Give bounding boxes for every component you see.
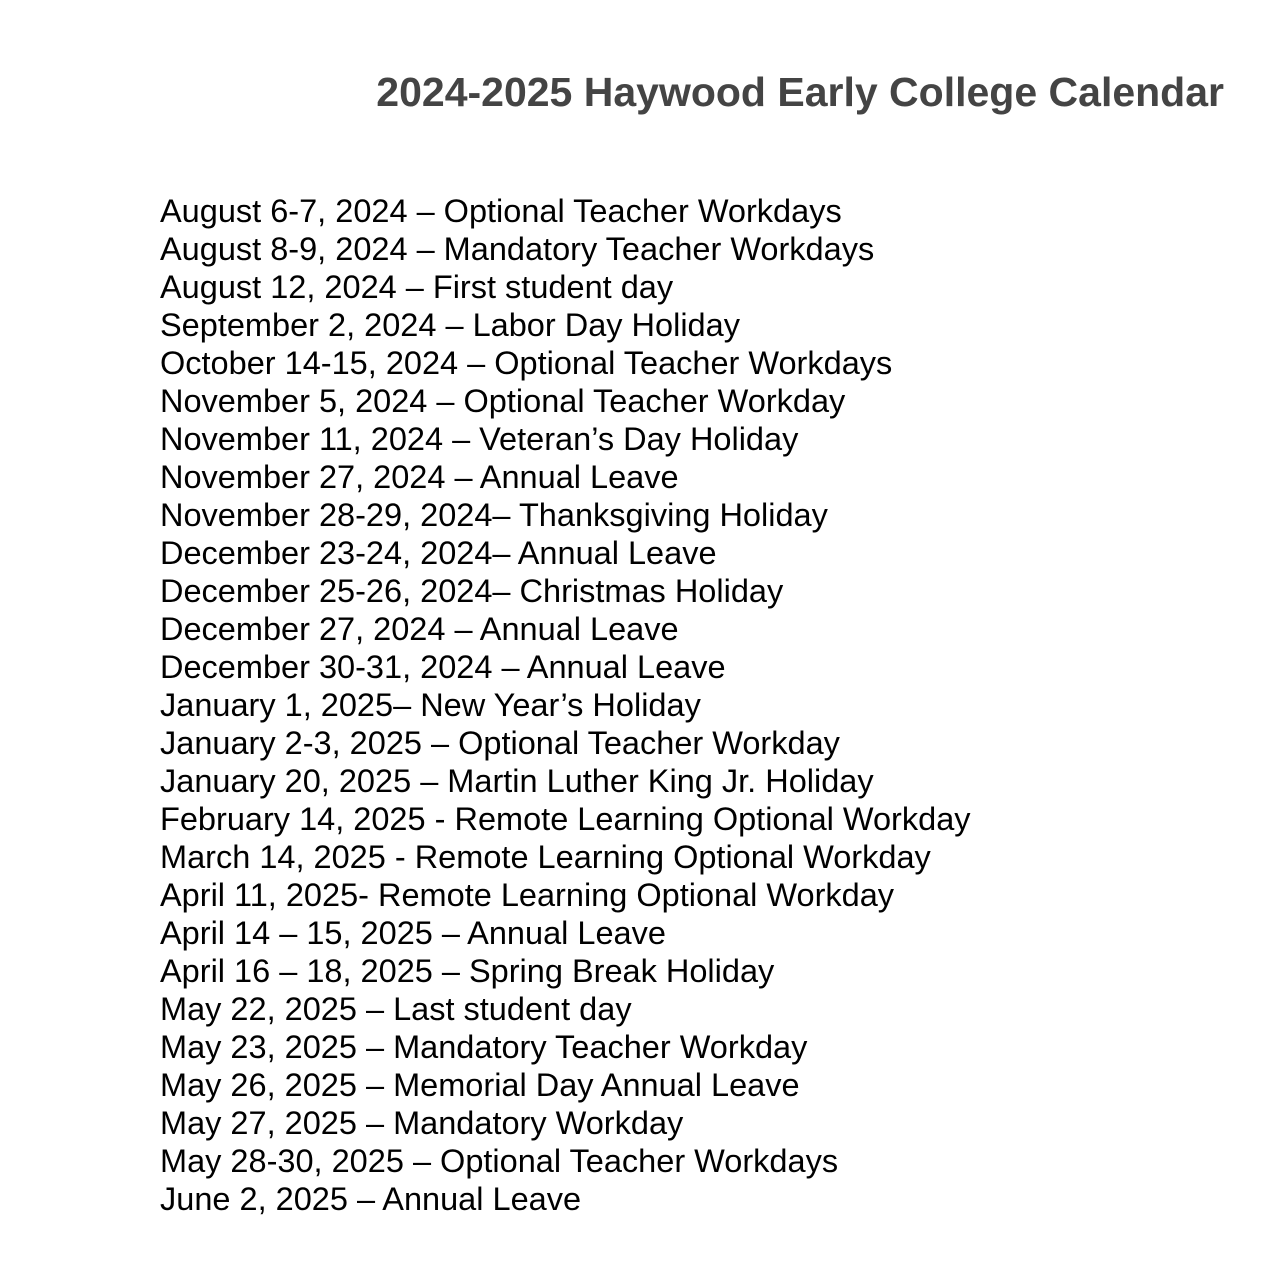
calendar-entry: January 20, 2025 – Martin Luther King Jr. Holiday — [160, 763, 874, 799]
calendar-entry: November 11, 2024 – Veteran’s Day Holiday — [160, 421, 799, 457]
calendar-entry: April 16 – 18, 2025 – Spring Break Holiday — [160, 953, 775, 989]
calendar-entry: April 11, 2025- Remote Learning Optional Workday — [160, 877, 895, 913]
calendar-entry: February 14, 2025 - Remote Learning Optional Workday — [160, 801, 971, 837]
calendar-entry: August 8-9, 2024 – Mandatory Teacher Workdays — [160, 231, 875, 267]
calendar-entry: January 1, 2025– New Year’s Holiday — [160, 687, 701, 723]
calendar-entry: May 27, 2025 – Mandatory Workday — [160, 1105, 684, 1141]
calendar-entry: October 14-15, 2024 – Optional Teacher Workdays — [160, 345, 893, 381]
calendar-entry: March 14, 2025 - Remote Learning Optional Workday — [160, 839, 931, 875]
calendar-entry: August 12, 2024 – First student day — [160, 269, 674, 305]
calendar-entry: September 2, 2024 – Labor Day Holiday — [160, 307, 740, 343]
calendar-entry: November 28-29, 2024– Thanksgiving Holiday — [160, 497, 828, 533]
calendar-entry: December 25-26, 2024– Christmas Holiday — [160, 573, 784, 609]
calendar-entry: August 6-7, 2024 – Optional Teacher Workdays — [160, 193, 842, 229]
calendar-entry: November 5, 2024 – Optional Teacher Workday — [160, 383, 846, 419]
calendar-entry: May 26, 2025 – Memorial Day Annual Leave — [160, 1067, 800, 1103]
calendar-entry: April 14 – 15, 2025 – Annual Leave — [160, 915, 666, 951]
calendar-entry: December 30-31, 2024 – Annual Leave — [160, 649, 726, 685]
page-title: 2024-2025 Haywood Early College Calendar — [376, 69, 1224, 115]
calendar-entry: December 27, 2024 – Annual Leave — [160, 611, 679, 647]
calendar-entry: January 2-3, 2025 – Optional Teacher Workday — [160, 725, 840, 761]
calendar-entry: December 23-24, 2024– Annual Leave — [160, 535, 717, 571]
calendar-entry: May 22, 2025 – Last student day — [160, 991, 632, 1027]
calendar-entry: May 23, 2025 – Mandatory Teacher Workday — [160, 1029, 808, 1065]
calendar-entry: June 2, 2025 – Annual Leave — [160, 1181, 582, 1217]
calendar-entry: November 27, 2024 – Annual Leave — [160, 459, 679, 495]
calendar-entry: May 28-30, 2025 – Optional Teacher Workdays — [160, 1143, 839, 1179]
calendar-entries-list — [160, 192, 971, 1218]
